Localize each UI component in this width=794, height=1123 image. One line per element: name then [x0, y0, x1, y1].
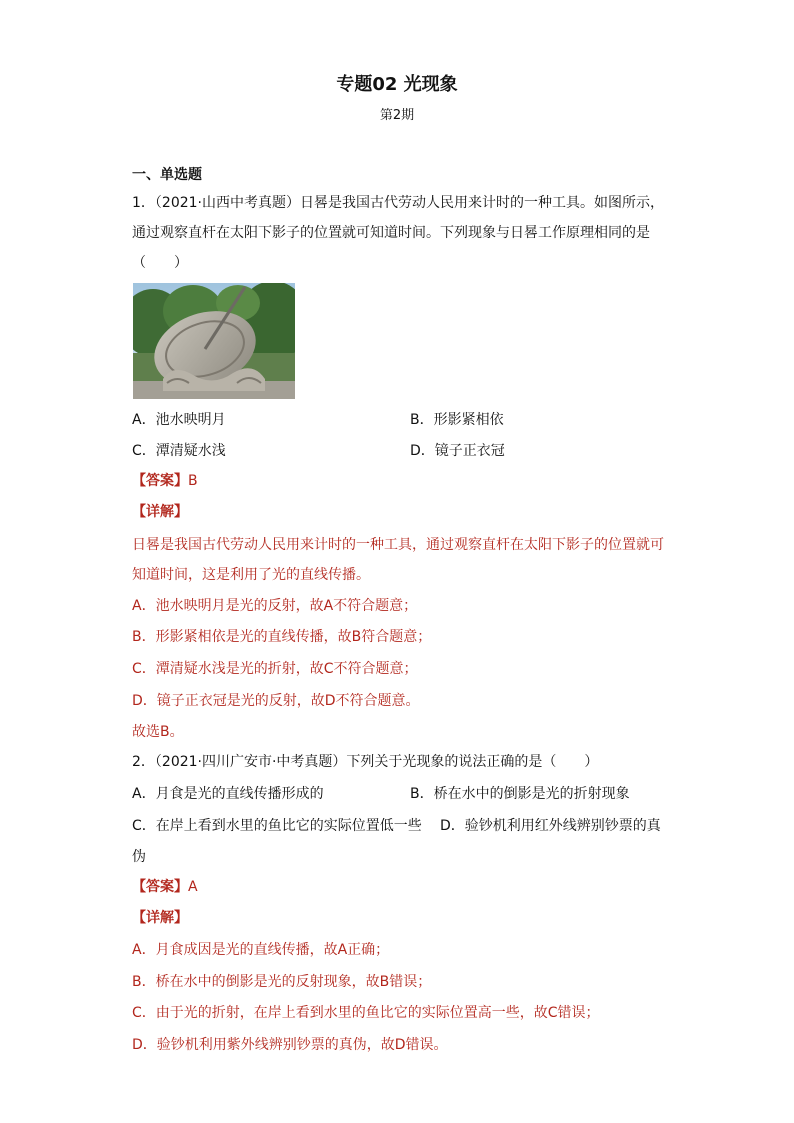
- q1-option-b: B．形影紧相依: [410, 412, 504, 428]
- q1-analysis-b: B．形影紧相依是光的直线传播，故B符合题意；: [132, 629, 432, 645]
- q1-answer-label: 【答案】: [132, 473, 188, 489]
- q1-option-d: D．镜子正衣冠: [410, 443, 505, 459]
- q2-analysis-c: C．由于光的折射，在岸上看到水里的鱼比它的实际位置高一些，故C错误；: [132, 1005, 600, 1021]
- page-subtitle: 第2期: [379, 108, 415, 123]
- q2-stem: 2．（2021·四川广安市·中考真题）下列关于光现象的说法正确的是（ ）: [132, 754, 599, 770]
- q1-analysis-d: D．镜子正衣冠是光的反射，故D不符合题意。: [132, 693, 420, 709]
- q2-option-d-line1: D．验钞机利用红外线辨别钞票的真: [440, 818, 661, 834]
- q2-answer: [132, 877, 198, 897]
- q1-analysis-a: A．池水映明月是光的反射，故A不符合题意；: [132, 598, 418, 614]
- q2-option-c: C．在岸上看到水里的鱼比它的实际位置低一些: [132, 818, 422, 834]
- section-heading: 一、单选题: [132, 167, 202, 183]
- q1-answer: [132, 471, 198, 491]
- q1-stem-line1: 1．（2021·山西中考真题）日晷是我国古代劳动人民用来计时的一种工具。如图所示，: [132, 195, 664, 211]
- q2-analysis-b: B．桥在水中的倒影是光的反射现象，故B错误；: [132, 974, 432, 990]
- q1-detail-label: 【详解】: [132, 504, 188, 520]
- q1-stem-line3: （ ）: [132, 255, 188, 271]
- page-title: 专题02 光现象: [336, 74, 458, 95]
- q1-conclusion: 故选B。: [132, 724, 184, 740]
- q2-analysis-a: A．月食成因是光的直线传播，故A正确；: [132, 942, 390, 958]
- q1-detail-line1: 日晷是我国古代劳动人民用来计时的一种工具，通过观察直杆在太阳下影子的位置就可: [132, 537, 664, 553]
- q2-answer-label: 【答案】: [132, 879, 188, 895]
- q2-answer-value: A: [188, 879, 198, 895]
- q2-analysis-d: D．验钞机利用紫外线辨别钞票的真伪，故D错误。: [132, 1037, 448, 1053]
- q2-detail-label: 【详解】: [132, 910, 188, 926]
- q1-answer-value: B: [188, 473, 198, 489]
- q1-detail-line2: 知道时间，这是利用了光的直线传播。: [132, 567, 370, 583]
- q1-option-c: C．潭清疑水浅: [132, 443, 226, 459]
- q1-option-a: A．池水映明月: [132, 412, 226, 428]
- q2-option-d-line2: 伪: [132, 849, 146, 865]
- q2-option-b: B．桥在水中的倒影是光的折射现象: [410, 786, 630, 802]
- sundial-photo: [133, 283, 295, 399]
- q2-option-a: A．月食是光的直线传播形成的: [132, 786, 324, 802]
- q1-analysis-c: C．潭清疑水浅是光的折射，故C不符合题意；: [132, 661, 418, 677]
- q1-stem-line2: 通过观察直杆在太阳下影子的位置就可知道时间。下列现象与日晷工作原理相同的是: [132, 225, 650, 241]
